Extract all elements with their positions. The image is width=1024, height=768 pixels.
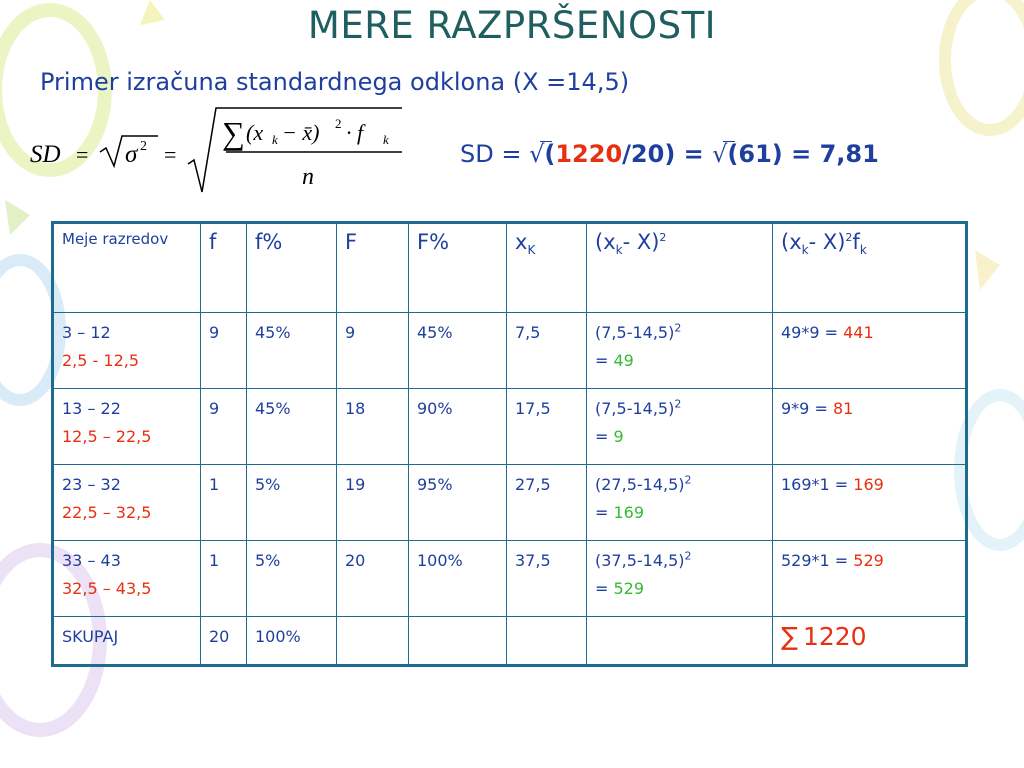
total-sum bbox=[773, 616, 967, 666]
total-empty bbox=[587, 616, 773, 666]
table-header-row bbox=[53, 223, 967, 313]
header-cumulative-f-percent: F% bbox=[409, 223, 507, 313]
header-dev-b: - X) bbox=[622, 230, 660, 254]
formula-sum-symbol: ∑ bbox=[222, 115, 245, 151]
header-xk bbox=[507, 223, 587, 313]
cell-cumulative-f: 18 bbox=[337, 388, 409, 464]
header-f-percent: f% bbox=[247, 223, 337, 313]
cell-limits bbox=[53, 540, 201, 616]
dev-sup: 2 bbox=[684, 473, 692, 487]
cell-xk: 37,5 bbox=[507, 540, 587, 616]
prod-expr: 9*9 = bbox=[781, 398, 833, 418]
header-prod-b: - X) bbox=[808, 230, 846, 254]
prod-value: 441 bbox=[843, 323, 874, 342]
calc-prefix: SD = bbox=[460, 140, 530, 168]
header-prod-sub2: k bbox=[859, 243, 867, 258]
dev-eq: = bbox=[595, 351, 614, 370]
formula-num-minus: − x̄) bbox=[282, 120, 320, 145]
calc-open-2: ( bbox=[727, 140, 739, 168]
header-dev-sup: 2 bbox=[659, 231, 667, 244]
dev-expr: (7,5-14,5) bbox=[595, 398, 675, 418]
cell-f-percent: 45% bbox=[247, 388, 337, 464]
prod-expr: 529*1 = bbox=[781, 550, 854, 570]
cell-xk: 7,5 bbox=[507, 313, 587, 389]
header-class-limits: Meje razredov bbox=[53, 223, 201, 313]
dev-value: 529 bbox=[613, 578, 645, 598]
dev-value: 49 bbox=[613, 351, 634, 370]
calc-result: 61) = 7,81 bbox=[738, 140, 879, 168]
cell-f: 1 bbox=[201, 464, 247, 540]
cell-cumulative-f: 9 bbox=[337, 313, 409, 389]
dev-sup: 2 bbox=[674, 321, 682, 335]
real-limits: 2,5 - 12,5 bbox=[62, 351, 140, 370]
sqrt-icon: √ bbox=[712, 140, 727, 168]
slide-title: MERE RAZPRŠENOSTI bbox=[307, 4, 717, 47]
formula-sigma-exp: 2 bbox=[140, 139, 147, 154]
formula-eq-1: = bbox=[76, 142, 89, 167]
class-limits: 3 – 12 bbox=[62, 323, 111, 342]
calc-division: /20) = bbox=[622, 140, 713, 168]
class-limits: 23 – 32 bbox=[62, 474, 121, 494]
total-empty bbox=[507, 616, 587, 666]
total-sum-value: 1220 bbox=[802, 621, 867, 651]
prod-value: 169 bbox=[853, 474, 884, 494]
header-xk-sub: K bbox=[527, 243, 536, 258]
prod-expr: 49*9 = bbox=[781, 323, 844, 342]
formula-sigma: σ bbox=[125, 141, 138, 168]
dev-sup: 2 bbox=[674, 397, 682, 411]
formula-denominator: n bbox=[302, 164, 314, 190]
dev-expr: (37,5-14,5) bbox=[595, 550, 685, 570]
sd-calculation bbox=[460, 140, 879, 168]
prod-value: 81 bbox=[832, 398, 854, 418]
prod-expr: 169*1 = bbox=[781, 474, 854, 494]
cell-f: 9 bbox=[201, 313, 247, 389]
cell-limits bbox=[53, 464, 201, 540]
total-empty bbox=[409, 616, 507, 666]
dev-eq: = bbox=[595, 578, 614, 598]
dev-sup: 2 bbox=[684, 549, 692, 563]
dev-value: 9 bbox=[613, 426, 624, 446]
header-product bbox=[773, 223, 967, 313]
cell-f-percent: 45% bbox=[247, 313, 337, 389]
header-prod-c: f bbox=[852, 230, 860, 254]
frequency-table bbox=[51, 221, 968, 667]
cell-cumulative-f-percent: 90% bbox=[409, 388, 507, 464]
table-row bbox=[53, 388, 967, 464]
table-row bbox=[53, 313, 967, 389]
cell-f: 1 bbox=[201, 540, 247, 616]
cell-product bbox=[773, 313, 967, 389]
calc-numerator: 1220 bbox=[555, 140, 623, 168]
cell-deviation bbox=[587, 464, 773, 540]
sum-icon: ∑ bbox=[781, 621, 798, 651]
cell-f-percent: 5% bbox=[247, 464, 337, 540]
dev-eq: = bbox=[595, 502, 614, 522]
cell-f-percent: 5% bbox=[247, 540, 337, 616]
header-dev-sub: k bbox=[615, 243, 623, 258]
cell-limits bbox=[53, 313, 201, 389]
class-limits: 13 – 22 bbox=[62, 398, 121, 418]
dev-expr: (7,5-14,5) bbox=[595, 323, 675, 342]
real-limits: 32,5 – 43,5 bbox=[62, 578, 152, 598]
real-limits: 22,5 – 32,5 bbox=[62, 502, 152, 522]
header-xk-main: x bbox=[515, 230, 528, 254]
cell-deviation bbox=[587, 313, 773, 389]
formula-num-sub: k bbox=[272, 132, 278, 147]
formula-eq-2: = bbox=[164, 142, 177, 167]
header-cumulative-f: F bbox=[337, 223, 409, 313]
cell-xk: 17,5 bbox=[507, 388, 587, 464]
real-limits: 12,5 – 22,5 bbox=[62, 426, 152, 446]
total-f: 20 bbox=[201, 616, 247, 666]
total-empty bbox=[337, 616, 409, 666]
formula-num-sub2: k bbox=[383, 132, 389, 147]
cell-f: 9 bbox=[201, 388, 247, 464]
total-label: SKUPAJ bbox=[53, 616, 201, 666]
prod-value: 529 bbox=[853, 550, 884, 570]
total-f-percent: 100% bbox=[247, 616, 337, 666]
cell-deviation bbox=[587, 540, 773, 616]
header-deviation bbox=[587, 223, 773, 313]
calc-open-1: ( bbox=[544, 140, 556, 168]
slide-subtitle: Primer izračuna standardnega odklona (X =14,5) bbox=[40, 68, 630, 96]
header-prod-a: (x bbox=[781, 230, 802, 254]
formula-num-f: · f bbox=[346, 120, 364, 145]
header-prod-sub: k bbox=[801, 243, 809, 258]
header-dev-a: (x bbox=[595, 230, 616, 254]
cell-product bbox=[773, 464, 967, 540]
header-f: f bbox=[201, 223, 247, 313]
dev-value: 169 bbox=[613, 502, 645, 522]
cell-deviation bbox=[587, 388, 773, 464]
table-row bbox=[53, 540, 967, 616]
sd-formula bbox=[30, 104, 410, 196]
header-prod-sup: 2 bbox=[845, 231, 853, 244]
cell-product bbox=[773, 540, 967, 616]
cell-xk: 27,5 bbox=[507, 464, 587, 540]
cell-cumulative-f: 20 bbox=[337, 540, 409, 616]
cell-product bbox=[773, 388, 967, 464]
formula-sd-label: SD bbox=[30, 141, 61, 168]
cell-cumulative-f-percent: 100% bbox=[409, 540, 507, 616]
cell-cumulative-f-percent: 45% bbox=[409, 313, 507, 389]
cell-limits bbox=[53, 388, 201, 464]
class-limits: 33 – 43 bbox=[62, 550, 121, 570]
dev-eq: = bbox=[595, 426, 614, 446]
table-row bbox=[53, 464, 967, 540]
sqrt-icon: √ bbox=[529, 140, 544, 168]
cell-cumulative-f: 19 bbox=[337, 464, 409, 540]
cell-cumulative-f-percent: 95% bbox=[409, 464, 507, 540]
table-total-row bbox=[53, 616, 967, 666]
formula-num-exp: 2 bbox=[335, 116, 342, 131]
dev-expr: (27,5-14,5) bbox=[595, 474, 685, 494]
formula-num-x: (x bbox=[246, 120, 264, 145]
